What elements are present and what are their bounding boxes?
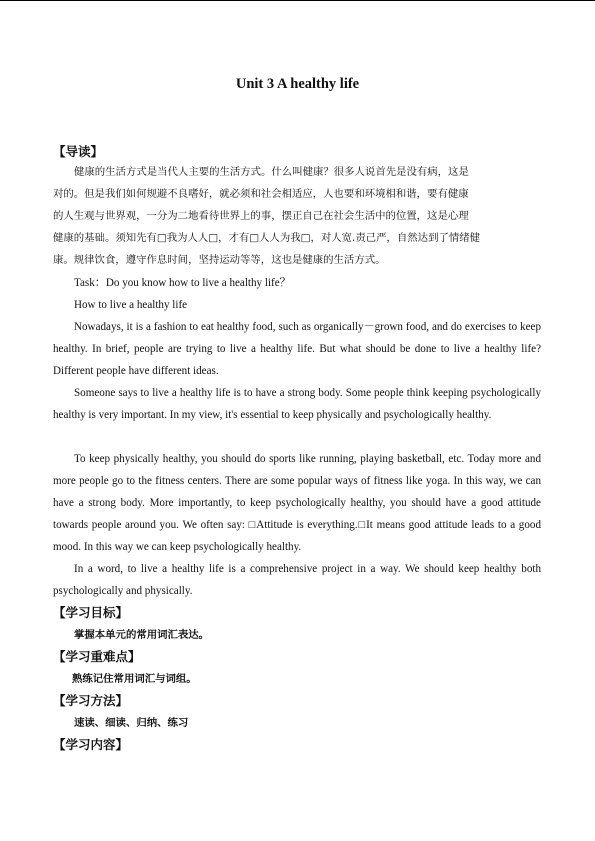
section-heading-methods: 【学习方法】 (53, 693, 129, 708)
page-title: Unit 3 A healthy life (235, 76, 360, 92)
essay-paragraph-1: Nowadays, it is a fashion to eat healthy food, such as organically－grown food, and do exercises to keep healthy. In brief, people are trying to live a healthy life. But what should be done to live a healthy life? Different people have different ideas. (53, 321, 541, 377)
section-heading-key-points: 【学习重难点】 (53, 649, 141, 664)
top-border-line (0, 0, 595, 1)
section-heading-daodu: 【导读】 (53, 144, 104, 159)
essay-paragraph-2: Someone says to live a healthy life is to have a strong body. Some people think keeping psychologically healthy is very important. In my view, it's essential to keep physically and psychologically healthy. (53, 387, 541, 421)
task-line: Task：Do you know how to live a healthy life？ (74, 277, 291, 289)
section-heading-content: 【学习内容】 (53, 737, 129, 752)
methods-text: 速读、细读、归纳、练习 (74, 717, 189, 729)
key-points-text: 熟练记住常用词汇与词组。 (72, 673, 197, 685)
intro-line-3: 的人生观与世界观，一分为二地看待世界上的事，摆正自己在社会生活中的位置，这是心理 (53, 210, 469, 222)
section-heading-objective: 【学习目标】 (53, 605, 129, 620)
objective-text: 掌握本单元的常用词汇表达。 (74, 629, 210, 641)
intro-line-1: 健康的生活方式是当代人主要的生活方式。什么叫健康？很多人说首先是没有病，这是 (74, 166, 469, 178)
essay-paragraph-3: To keep physically healthy, you should do sports like running, playing basketball, etc. Today more and more people go to the fitness centers. There are some popular ways of fitness like yoga. In this way, we can have a strong body. More importantly, to keep psychologically healthy, you should have a good attitude towards people around you. We often say: □Attitude is everything.□It means good attitude leads to a good mood. In this way we can keep psychologically healthy. (53, 453, 541, 553)
intro-line-5: 康。规律饮食，遵守作息时间，坚持运动等等，这也是健康的生活方式。 (53, 254, 386, 266)
intro-line-2: 对的。但是我们如何规避不良嗜好，就必须和社会相适应，人也要和环境相和谐，要有健康 (53, 188, 469, 200)
intro-line-4: 健康的基础。须知先有□我为人人□，才有□人人为我□，对人宽.责己严，自然达到了情绪健 (53, 232, 481, 244)
essay-title: How to live a healthy life (74, 299, 188, 311)
essay-paragraph-4: In a word, to live a healthy life is a comprehensive project in a way. We should keep healthy both psychologically and physically. (53, 563, 541, 597)
